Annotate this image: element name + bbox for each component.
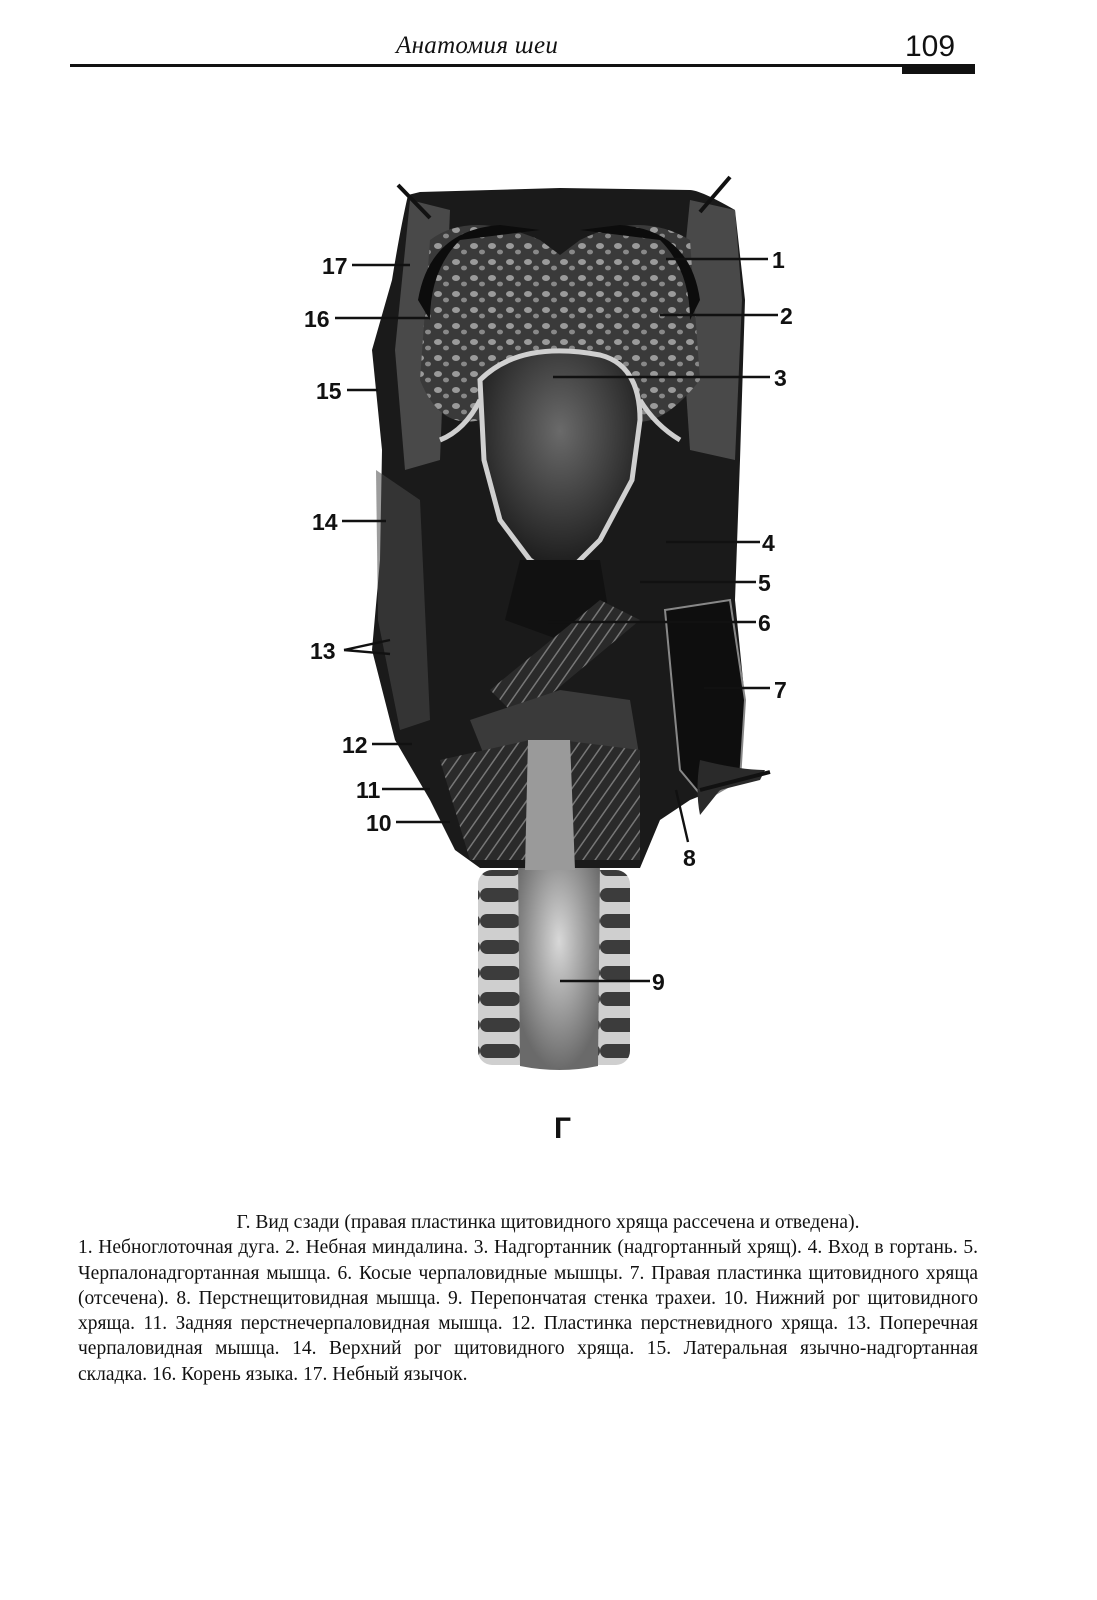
trachea [478,855,630,1070]
label-5: 5 [758,570,771,596]
label-14: 14 [312,509,338,535]
label-3: 3 [774,365,787,391]
label-13: 13 [310,638,336,664]
label-17: 17 [322,253,348,279]
label-16: 16 [304,306,330,332]
label-9: 9 [652,969,665,995]
label-7: 7 [774,677,787,703]
figure-letter: Г [554,1112,572,1145]
label-1: 1 [772,247,785,273]
caption-body: 1. Небноглоточная дуга. 2. Небная миндалина. 3. Надгортанник (надгортанный хрящ). 4. Вход в гортань. 5. Черпалонадгортанная мышца. 6. Косые черпаловидные мышцы. 7. Правая пластинка щитовидного хряща (отсечена). 8. Перстнещитовидная мышца. 9. Перепончатая стенка трахеи. 10. Нижний рог щитовидного хряща. 11. Задняя перстнечерпаловидная мышца. 12. Пластинка перстневидного хряща. 13. Поперечная черпаловидная мышца. 14. Верхний рог щитовидного хряща. 15. Латеральная язычно-надгортанная складка. 16. Корень языка. 17. Небный язычок. [78,1237,978,1385]
label-4: 4 [762,530,775,556]
page-number: 109 [905,30,956,63]
label-2: 2 [780,303,793,329]
label-10: 10 [366,810,392,836]
label-15: 15 [316,378,342,404]
label-8: 8 [683,845,696,871]
label-6: 6 [758,610,771,636]
figure-caption [78,1210,978,1387]
label-11: 11 [356,777,381,803]
caption-title: Г. Вид сзади (правая пластинка щитовидного хряща рассечена и отведена). [236,1212,860,1233]
label-12: 12 [342,732,368,758]
running-title: Анатомия шеи [396,32,559,59]
